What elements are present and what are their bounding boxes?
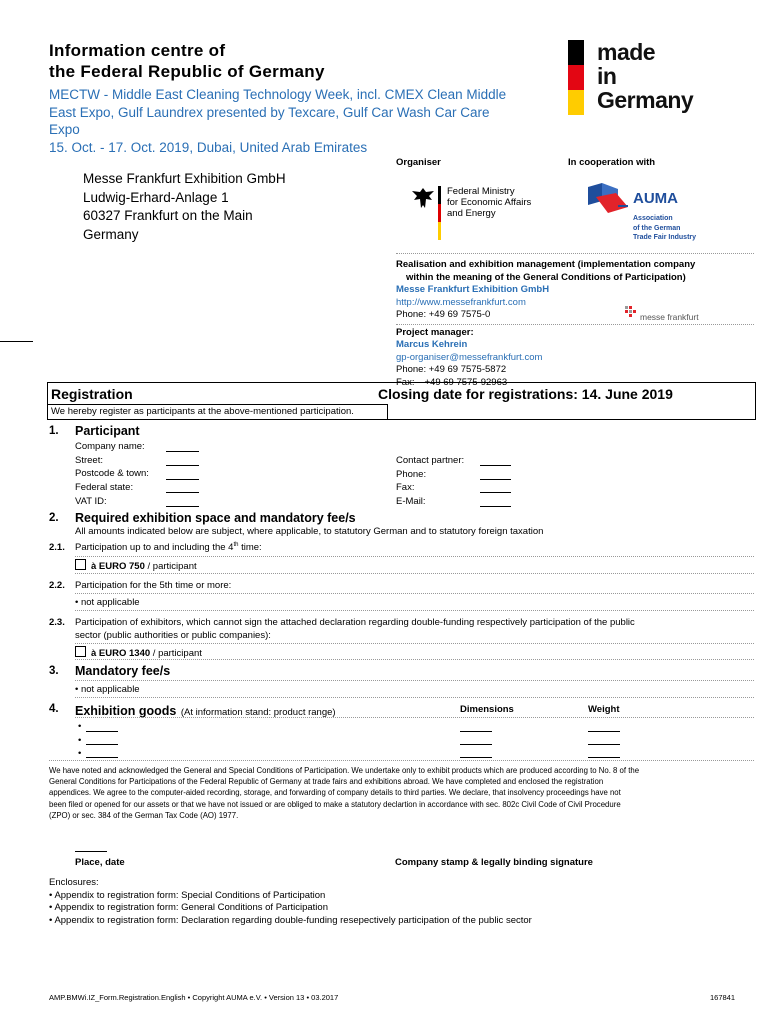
management-heading-2: within the meaning of the General Conditions of Participation)	[406, 271, 686, 283]
auma-sub-1: Association	[633, 215, 673, 222]
option-1340	[75, 646, 202, 659]
address-street: Ludwig-Erhard-Anlage 1	[83, 189, 229, 205]
section-2-3-line-1: Participation of exhibitors, which cannot sign the attached declaration regarding double-funding respectively participation of the public	[75, 617, 635, 628]
dimensions-3-field[interactable]	[460, 757, 492, 758]
title-line-1: Information centre of	[49, 41, 226, 60]
goods-bullet-3: •	[78, 748, 82, 759]
project-manager-name: Marcus Kehrein	[396, 339, 468, 350]
section-3-number: 3.	[49, 665, 59, 677]
enclosures	[49, 877, 532, 927]
participant-left-labels	[75, 440, 149, 509]
weight-2-field[interactable]	[588, 744, 620, 745]
section-1-title: Participant	[75, 424, 140, 438]
ministry-logo-text	[447, 186, 531, 219]
option-750	[75, 559, 197, 572]
management-company: Messe Frankfurt Exhibition GmbH	[396, 284, 550, 295]
ministry-flag-bar	[438, 186, 441, 240]
declaration-line-2: General Conditions for Participations of the Federal Republic of Germany at trade fairs and exhibitions abroad. We have completed and enclosed the registration	[49, 777, 604, 787]
management-heading-1: Realisation and exhibition management (implementation company	[396, 259, 696, 270]
cooperation-label: In cooperation with	[568, 157, 656, 168]
closing-date: Closing date for registrations: 14. June 2019	[378, 386, 673, 402]
messe-frankfurt-logo: messe frankfurt	[640, 312, 699, 322]
goods-item-1-field[interactable]	[86, 731, 118, 732]
street-field[interactable]	[166, 465, 199, 466]
ministry-line-2: for Economic Affairs	[447, 197, 532, 208]
fax-label-participant: Fax:	[396, 482, 415, 494]
auma-sub-2: of the German	[633, 224, 681, 232]
auma-logo-text: AUMA	[633, 190, 678, 207]
logo-made: made	[597, 39, 656, 65]
auma-sub-3: Trade Fair Industry	[633, 234, 697, 241]
section-4-number: 4.	[49, 703, 59, 715]
place-date-label: Place, date	[75, 857, 125, 868]
section-4-subtitle: (At information stand: product range)	[180, 707, 336, 718]
project-manager-email[interactable]: gp-organiser@messefrankfurt.com	[396, 351, 543, 363]
weight-1-field[interactable]	[588, 731, 620, 732]
registration-intro: We hereby register as participants at the above-mentioned participation.	[51, 406, 354, 417]
fax-label: Fax:	[396, 376, 415, 388]
section-2-3-number: 2.3.	[49, 617, 65, 628]
unit-750: / participant	[144, 561, 197, 572]
registration-title: Registration	[51, 386, 133, 402]
price-750: à EURO 750	[91, 561, 145, 572]
option-1340-checkbox[interactable]	[75, 646, 86, 657]
postcode-town-label: Postcode & town:	[75, 468, 149, 480]
logo-in: in	[597, 63, 617, 89]
goods-bullet-2: •	[78, 735, 82, 746]
dimensions-header: Dimensions	[460, 704, 514, 715]
declaration-line-4: been filed or opened for our assets or that we have not issued or are obliged to make a statutory declartion in accordance with sec. 802c Civil Code of Civil Procedure	[49, 799, 621, 809]
auma-logo-icon	[588, 183, 630, 224]
company-name-field[interactable]	[166, 451, 199, 452]
phone-field[interactable]	[480, 479, 511, 480]
section-4-title: Exhibition goods	[75, 704, 177, 718]
messe-frankfurt-logo-icon	[625, 305, 637, 323]
section-2-3-line-2: sector (public authorities or public companies):	[75, 629, 271, 641]
price-1340: à EURO 1340	[91, 648, 151, 659]
unit-1340: / participant	[150, 648, 202, 659]
section-1-number: 1.	[49, 425, 59, 437]
section-2-2-text: Participation for the 5th time or more:	[75, 580, 232, 591]
management-phone: Phone: +49 69 7575-0	[396, 309, 491, 320]
section-2-title: Required exhibition space and mandatory fee/s	[75, 511, 356, 525]
dimensions-2-field[interactable]	[460, 744, 492, 745]
goods-item-2-field[interactable]	[86, 744, 118, 745]
federal-state-label: Federal state:	[75, 482, 134, 494]
project-manager-fax: +49 69 7575-92963	[424, 376, 508, 388]
section-2-1-number: 2.1.	[49, 542, 65, 553]
event-line-2: East Expo, Gulf Laundrex presented by Texcare, Gulf Car Wash Car Care	[49, 104, 490, 120]
section-2-number: 2.	[49, 512, 59, 524]
street-label: Street:	[75, 454, 103, 466]
enclosure-item-3: • Appendix to registration form: Declaration regarding double-funding resepectively participation of the public sector	[49, 914, 532, 926]
ministry-line-3: and Energy	[447, 208, 496, 219]
phone-label: Phone:	[396, 468, 427, 480]
declaration-text	[49, 765, 754, 821]
enclosures-label: Enclosures:	[49, 877, 99, 888]
organiser-label: Organiser	[396, 157, 441, 168]
company-name-label: Company name:	[75, 441, 145, 452]
address-company: Messe Frankfurt Exhibition GmbH	[83, 171, 286, 186]
management-url[interactable]: http://www.messefrankfurt.com	[396, 296, 526, 308]
declaration-line-3: appendices. We agree to the computer-aided recording, storage, and forwarding of company details to third parties. We declare, that insolvency proceedings have not	[49, 788, 621, 798]
tax-note: All amounts indicated below are subject, where applicable, to statutory German and to statutory foreign taxation	[75, 526, 544, 537]
ministry-line-1: Federal Ministry	[447, 186, 515, 197]
postcode-town-field[interactable]	[166, 479, 199, 480]
fax-field[interactable]	[480, 492, 511, 493]
event-line-3: Expo	[49, 122, 80, 137]
signature-label: Company stamp & legally binding signature	[395, 857, 593, 868]
place-date-field[interactable]	[75, 851, 107, 852]
title-line-2: the Federal Republic of Germany	[49, 62, 325, 81]
event-dates: 15. Oct. - 17. Oct. 2019, Dubai, United Arab Emirates	[49, 139, 368, 155]
federal-state-field[interactable]	[166, 492, 199, 493]
section-2-2-number: 2.2.	[49, 580, 65, 591]
enclosure-item-2: • Appendix to registration form: General Conditions of Participation	[49, 902, 328, 913]
goods-bullet-1: •	[78, 721, 82, 732]
vat-id-label: VAT ID:	[75, 495, 107, 507]
weight-3-field[interactable]	[588, 757, 620, 758]
project-manager-phone: Phone: +49 69 7575-5872	[396, 364, 507, 375]
section-3-value: • not applicable	[75, 684, 140, 695]
footer-right: 167841	[710, 993, 736, 1002]
dimensions-1-field[interactable]	[460, 731, 492, 732]
contact-partner-field[interactable]	[480, 465, 511, 466]
email-label: E-Mail:	[396, 496, 426, 508]
event-description	[49, 86, 569, 156]
vat-id-field[interactable]	[166, 506, 199, 507]
organiser-address	[83, 170, 286, 244]
made-in-germany-flag-icon	[568, 40, 584, 115]
section-3-title: Mandatory fee/s	[75, 664, 171, 678]
management-info	[396, 259, 756, 389]
made-in-germany-logo	[597, 40, 693, 112]
section-2-1-text: Participation up to and including the 4th time:	[75, 542, 262, 554]
contact-partner-label: Contact partner:	[396, 455, 465, 466]
address-city: 60327 Frankfurt on the Main	[83, 208, 253, 223]
email-field[interactable]	[480, 506, 511, 507]
event-line-1: MECTW - Middle East Cleaning Technology Week, incl. CMEX Clean Middle	[49, 87, 507, 102]
project-manager-label: Project manager:	[396, 326, 474, 338]
federal-eagle-icon	[410, 186, 436, 217]
participant-right-labels	[396, 454, 464, 509]
weight-header: Weight	[588, 704, 620, 715]
registration-box	[47, 382, 756, 420]
address-country: Germany	[83, 226, 139, 242]
section-2-3-text	[75, 617, 635, 642]
section-2-2-value: • not applicable	[75, 597, 140, 608]
auma-subtitle	[633, 214, 696, 243]
footer-left: AMP.BMWi.IZ_Form.Registration.English • Copyright AUMA e.V. • Version 13 • 03.2017	[49, 993, 339, 1002]
declaration-line-5: (ZPO) or sec. 384 of the German Tax Code (AO) 1977.	[49, 810, 239, 820]
enclosure-item-1: • Appendix to registration form: Special Conditions of Participation	[49, 889, 326, 901]
fold-mark	[0, 341, 33, 342]
logo-germany: Germany	[597, 87, 694, 113]
option-750-checkbox[interactable]	[75, 559, 86, 570]
page-title	[49, 40, 325, 82]
goods-item-3-field[interactable]	[86, 757, 118, 758]
declaration-line-1: We have noted and acknowledged the General and Special Conditions of Participation. We undertake only to exhibit products which are produced according to No. 8 of the	[49, 766, 640, 775]
